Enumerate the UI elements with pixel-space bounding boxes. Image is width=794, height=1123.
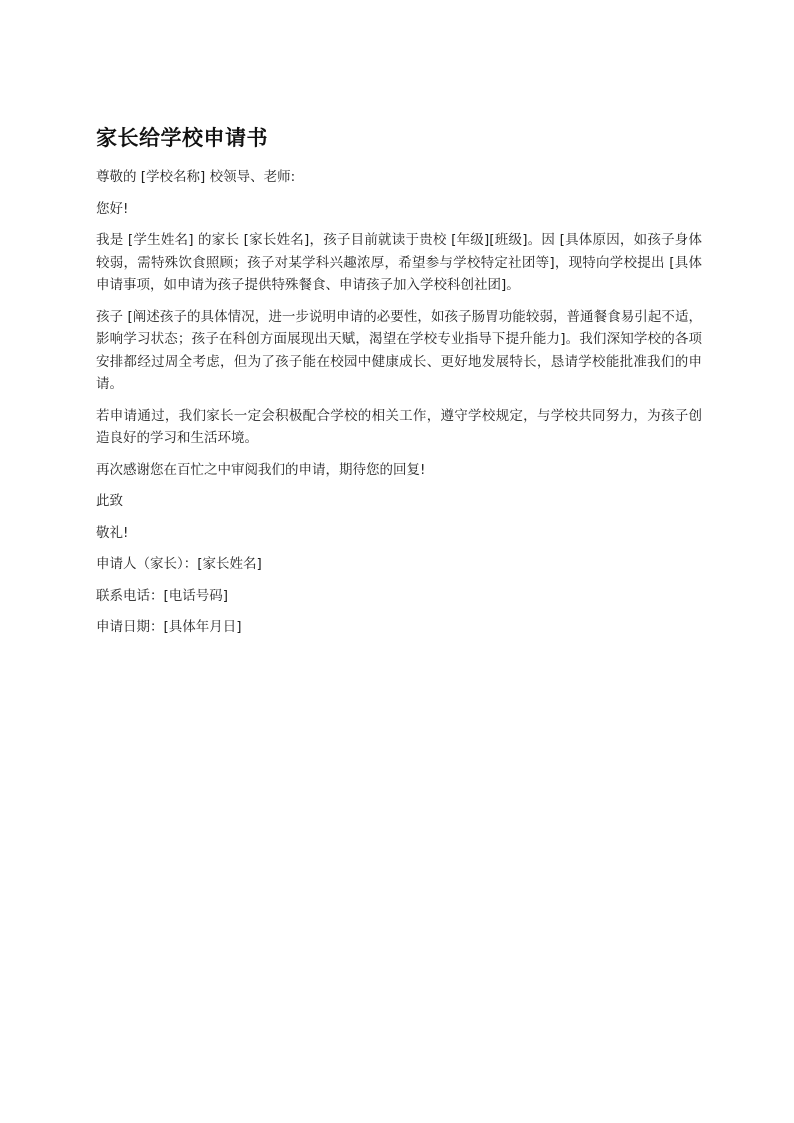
body-paragraph-details: 孩子 [阐述孩子的具体情况，进一步说明申请的必要性，如孩子肠胃功能较弱，普通餐食易引起不适，影响学习状态；孩子在科创方面展现出天赋，渴望在学校专业指导下提升能力]。我们深知学校的各项安排都经过周全考虑，但为了孩子能在校园中健康成长、更好地发展特长，恳请学校能批准我们的申请。 bbox=[96, 308, 702, 392]
closing-line: 此致 bbox=[96, 493, 123, 509]
body-paragraph-commitment: 若申请通过，我们家长一定会积极配合学校的相关工作，遵守学校规定，与学校共同努力，为孩子创造良好的学习和生活环境。 bbox=[96, 407, 702, 446]
closing-regards: 敬礼! bbox=[96, 524, 129, 541]
body-paragraph-intro: 我是 [学生姓名] 的家长 [家长姓名]，孩子目前就读于贵校 [年级][班级]。因 [具体原因，如孩子身体较弱，需特殊饮食照顾；孩子对某学科兴趣浓厚，希望参与学校特定社团等]，现特向学校提出 [具体申请事项，如申请为孩子提供特殊餐食、申请孩子加入学校科创社团]。 bbox=[96, 232, 702, 293]
body-paragraph-thanks: 再次感谢您在百忙之中审阅我们的申请，期待您的回复! bbox=[96, 461, 426, 478]
document-page bbox=[96, 118, 702, 648]
salutation: 尊敬的 [学校名称] 校领导、老师: bbox=[96, 169, 296, 185]
greeting: 您好! bbox=[96, 200, 129, 217]
document-title: 家长给学校申请书 bbox=[96, 126, 268, 150]
applicant-line: 申请人（家长）：[家长姓名] bbox=[96, 556, 262, 572]
phone-line: 联系电话：[电话号码] bbox=[96, 587, 229, 604]
date-line: 申请日期：[具体年月日] bbox=[96, 619, 242, 635]
